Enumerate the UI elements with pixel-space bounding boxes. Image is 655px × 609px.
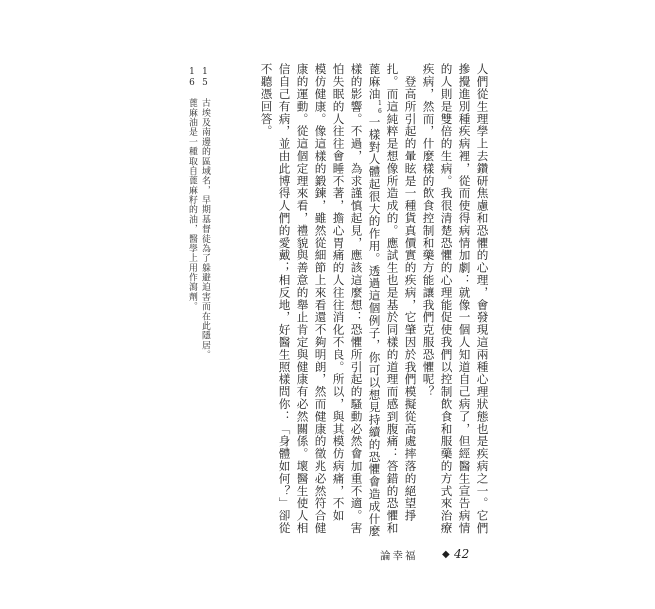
body-text-column	[368, 63, 382, 537]
body-text-column: 怕失眠的人往往會睡不著，擔心胃痛的人往往消化不良。所以，與其模仿病痛，不如	[331, 63, 346, 522]
footnote-15: 15 古埃及南邊的區域名，早期基督徒為了躲避迫害而在此隱居。	[200, 67, 210, 360]
bullet-icon: ◆	[442, 549, 450, 560]
body-text-segment: 蓖麻油	[367, 63, 382, 101]
footnote-16: 16 蓖麻油是一種取自蓖麻籽的油，醫學上用作瀉劑。	[187, 67, 197, 312]
body-text-column: 疾病，然而，什麼樣的飲食控制和藥方能讓我們克服恐懼呢？	[421, 63, 436, 398]
page-number: 42	[454, 547, 470, 561]
body-text-column: 的人則是雙倍的生病。我很清楚恐懼的心理能促使我們以控制飲食和服藥的方式來治療	[439, 63, 454, 535]
body-text-column: 扎。而這純粹是想像所造成的。應試生也是基於同樣的道理而感到腹痛：答錯的恐懼和	[385, 63, 400, 535]
running-title: 論幸福	[380, 550, 418, 562]
body-text-column: 不聽憑回答。	[259, 63, 274, 138]
body-text-column: 登高所引起的暈眩是一種貨真價實的疾病，它肇因於我們模擬從高處摔落的絕望掙	[403, 63, 418, 522]
body-text-segment: 一樣對人體起很大的作用。透過這個例子，你可以想見持續的恐懼會造成什麼	[367, 115, 382, 538]
body-text-column: 信自己有病，並由此博得人們的愛戴；相反地，好醫生照樣問你：「身體如何？」卻從	[277, 63, 292, 535]
body-text-column: 人們從生理學上去鑽研焦慮和恐懼的心理，會發現這兩種心理狀態也是疾病之一。它們	[475, 63, 490, 535]
body-text-column: 摻攪進別種疾病裡，從而使得病情加劇：就像一個人知道自己病了，但經醫生宣告病情	[457, 63, 472, 535]
body-text-column: 樣的影響。不過，為求謹慎起見，應該這麼想：恐懼所引起的騷動必然會加重不適。害	[349, 63, 364, 535]
body-text-column: 模仿健康。像這樣的鍛鍊，雖然從細節上來看還不夠明朗，然而健康的徵兆必然符合健	[313, 63, 328, 535]
body-text-column: 康的運動。從這個定理來看，禮貌與善意的舉止肯定與健康有必然關係。壞醫生使人相	[295, 63, 310, 535]
footnote-ref-16: 16	[376, 100, 384, 116]
